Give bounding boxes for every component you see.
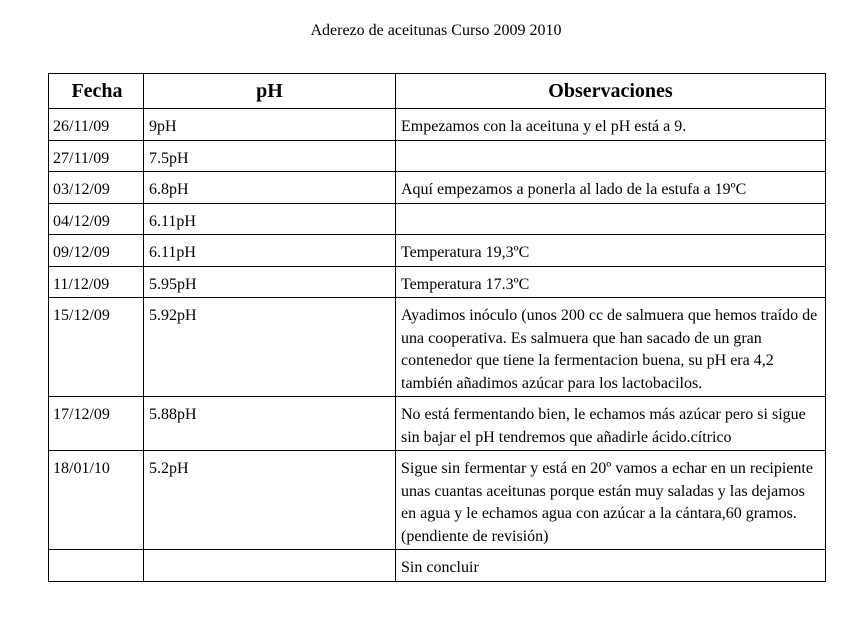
table-row	[49, 235, 826, 267]
header-fecha: Fecha	[49, 74, 144, 109]
document-title: Aderezo de aceitunas Curso 2009 2010	[310, 22, 562, 39]
cell-fecha: 11/12/09	[49, 266, 144, 298]
cell-ph: 9pH	[144, 109, 396, 141]
header-observaciones: Observaciones	[396, 74, 826, 109]
table-row	[49, 203, 826, 235]
cell-observaciones: Temperatura 19,3ºC	[396, 235, 826, 267]
table-row	[49, 140, 826, 172]
cell-observaciones: Empezamos con la aceituna y el pH está a 9.	[396, 109, 826, 141]
table-row	[49, 550, 826, 582]
cell-fecha: 04/12/09	[49, 203, 144, 235]
cell-observaciones: Aquí empezamos a ponerla al lado de la estufa a 19ºC	[396, 172, 826, 204]
cell-ph: 5.92pH	[144, 298, 396, 397]
header-ph: pH	[144, 74, 396, 109]
cell-observaciones: No está fermentando bien, le echamos más azúcar pero si sigue sin bajar el pH tendremos que añadirle ácido.cítrico	[396, 397, 826, 451]
cell-ph: 5.88pH	[144, 397, 396, 451]
cell-observaciones: Temperatura 17.3ºC	[396, 266, 826, 298]
cell-ph: 6.11pH	[144, 235, 396, 267]
cell-ph: 6.11pH	[144, 203, 396, 235]
cell-fecha: 15/12/09	[49, 298, 144, 397]
cell-observaciones	[396, 140, 826, 172]
cell-observaciones	[396, 203, 826, 235]
cell-fecha	[49, 550, 144, 582]
cell-fecha: 18/01/10	[49, 451, 144, 550]
cell-ph	[144, 550, 396, 582]
cell-ph: 5.2pH	[144, 451, 396, 550]
table-row	[49, 397, 826, 451]
cell-fecha: 03/12/09	[49, 172, 144, 204]
cell-ph: 7.5pH	[144, 140, 396, 172]
cell-observaciones: Sigue sin fermentar y está en 20º vamos a echar en un recipiente unas cuantas aceitunas porque están muy saladas y las dejamos en agua y le echamos agua con azúcar a la cántara,60 gramos. (pendiente de revisión)	[396, 451, 826, 550]
table-header-row	[49, 74, 826, 109]
cell-observaciones: Sin concluir	[396, 550, 826, 582]
cell-ph: 6.8pH	[144, 172, 396, 204]
cell-fecha: 17/12/09	[49, 397, 144, 451]
table-row	[49, 298, 826, 397]
cell-ph: 5.95pH	[144, 266, 396, 298]
olive-ph-log-table	[48, 73, 826, 582]
cell-observaciones: Ayadimos inóculo (unos 200 cc de salmuera que hemos traído de una cooperativa. Es salmuera que han sacado de un gran contenedor que tiene la fermentacion buena, su pH era 4,2 también añadimos azúcar para los lactobacilos.	[396, 298, 826, 397]
cell-fecha: 09/12/09	[49, 235, 144, 267]
table-row	[49, 109, 826, 141]
table-row	[49, 451, 826, 550]
cell-fecha: 27/11/09	[49, 140, 144, 172]
table-row	[49, 266, 826, 298]
table-row	[49, 172, 826, 204]
cell-fecha: 26/11/09	[49, 109, 144, 141]
